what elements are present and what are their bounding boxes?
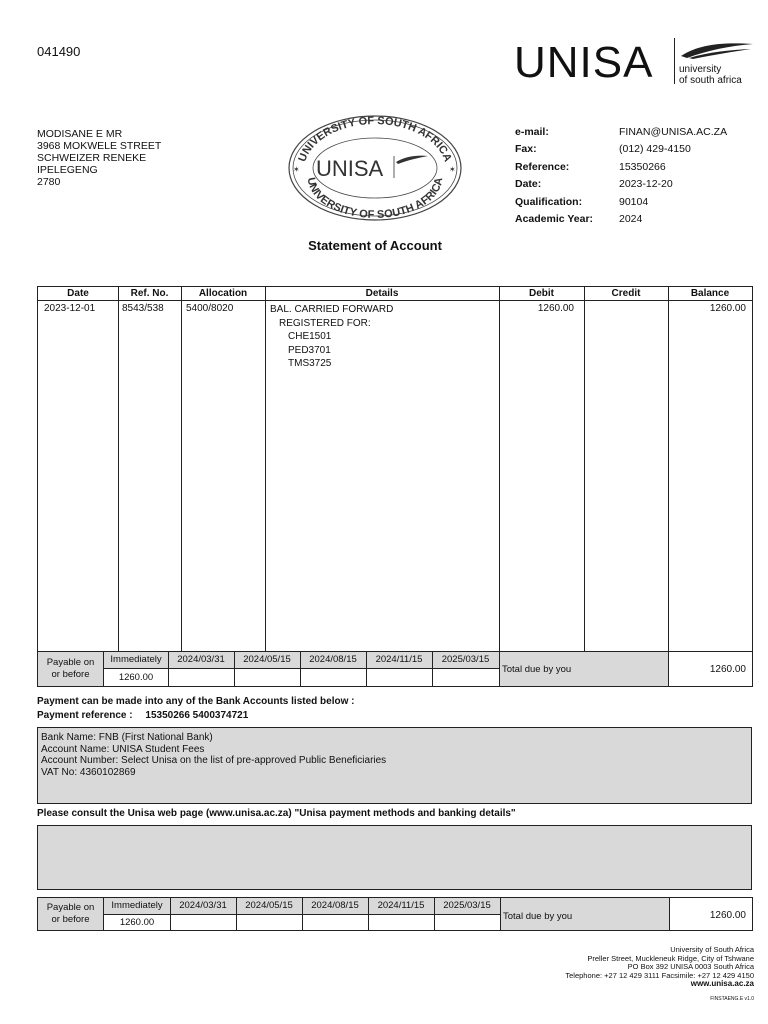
- payable-date: 2024/05/15: [245, 900, 293, 911]
- payable-divider: [366, 652, 367, 686]
- col-divider: [265, 287, 266, 652]
- footer-line: Telephone: +27 12 429 3111 Facsimile: +27 12 429 4150: [565, 970, 754, 980]
- bank-detail-line: VAT No: 4360102869: [41, 766, 136, 778]
- payable-date: Immediately: [110, 654, 162, 665]
- payable-divider: [432, 652, 433, 686]
- footer-address: [565, 946, 754, 989]
- col-header-balance: Balance: [668, 287, 752, 301]
- payable-amount: 1260.00: [119, 917, 155, 928]
- bank-detail-line: Account Number: Select Unisa on the list of pre-approved Public Beneficiaries: [41, 755, 387, 766]
- unisa-seal-stamp: [286, 112, 464, 222]
- row-balance: 1260.00: [709, 303, 746, 314]
- bank-detail-line: Account Name: UNISA Student Fees: [41, 743, 205, 755]
- logo-swoosh-icon: [679, 40, 754, 60]
- payable-label: [38, 652, 104, 686]
- svg-text:✶: ✶: [449, 165, 456, 174]
- total-due-label-cell: [500, 652, 668, 686]
- payable-divider: [434, 898, 435, 930]
- payable-date: 2024/03/31: [179, 900, 227, 911]
- row-details: [270, 303, 393, 371]
- info-value: 2023-12-20: [619, 178, 673, 191]
- payable-divider: [669, 898, 670, 930]
- payable-label-line2: or before: [51, 914, 90, 925]
- row-date: 2023-12-01: [44, 303, 96, 314]
- payable-date: 2024/08/15: [311, 900, 359, 911]
- unisa-logo: [514, 38, 754, 88]
- info-row-academic-year: [515, 213, 727, 230]
- page-title: Statement of Account: [308, 238, 442, 253]
- col-divider: [118, 287, 119, 652]
- info-value: 15350266: [619, 160, 666, 173]
- payable-date: 2024/11/15: [377, 900, 425, 911]
- seal-bottom-text: UNIVERSITY OF SOUTH AFRICA: [304, 176, 446, 222]
- info-value: (012) 429-4150: [619, 143, 691, 156]
- seal-center-text: UNISA: [316, 156, 384, 181]
- payable-label-line2: or before: [51, 669, 90, 680]
- bank-detail-line: Bank Name: FNB (First National Bank): [41, 732, 213, 743]
- payment-reference-value: 15350266 5400374721: [145, 710, 249, 721]
- info-label: Fax:: [515, 143, 537, 156]
- payment-reference: [37, 710, 248, 721]
- bank-details-box: [37, 727, 752, 804]
- total-due-label: Total due by you: [503, 911, 573, 922]
- info-label: Academic Year:: [515, 212, 594, 225]
- payable-date: 2024/08/15: [309, 654, 357, 665]
- statement-table: [37, 286, 753, 687]
- payable-divider: [302, 898, 303, 930]
- payable-amount: 1260.00: [118, 672, 154, 683]
- footer-line: University of South Africa: [670, 945, 754, 954]
- svg-text:UNIVERSITY OF SOUTH AFRICA: [305, 177, 446, 221]
- row-allocation: 5400/8020: [186, 303, 234, 314]
- payable-strip: [38, 651, 752, 686]
- info-row-fax: [515, 143, 727, 160]
- logo-subtitle: [679, 64, 742, 86]
- payable-date: 2025/03/15: [441, 654, 490, 665]
- info-row-qualification: [515, 196, 727, 213]
- info-row-date: [515, 178, 727, 195]
- address-line: IPELEGENG: [37, 164, 98, 176]
- consult-note: Please consult the Unisa web page (www.unisa.ac.za) "Unisa payment methods and banking details": [37, 808, 516, 819]
- logo-line2: of south africa: [679, 75, 742, 86]
- col-header-credit: Credit: [584, 287, 668, 301]
- payable-date: 2025/03/15: [443, 900, 491, 911]
- logo-wordmark: UNISA: [514, 38, 654, 87]
- col-header-debit: Debit: [499, 287, 584, 301]
- total-due-label-cell: [501, 898, 669, 930]
- logo-line1: university: [679, 64, 722, 75]
- detail-line: CHE1501: [288, 331, 332, 342]
- info-value: FINAN@UNISA.AC.ZA: [619, 126, 728, 138]
- payment-reference-label: Payment reference :: [37, 710, 133, 721]
- info-label: Date:: [515, 178, 542, 191]
- address-line: 2780: [37, 176, 61, 188]
- payable-date: 2024/03/31: [177, 654, 225, 665]
- payable-label: [38, 898, 104, 930]
- svg-text:✶: ✶: [293, 165, 300, 174]
- statement-info: [515, 126, 727, 230]
- col-header-date: Date: [38, 287, 118, 301]
- footer-website: www.unisa.ac.za: [690, 979, 754, 989]
- col-divider: [668, 287, 669, 686]
- payment-note: Payment can be made into any of the Bank Accounts listed below :: [37, 696, 355, 707]
- footer-line: Preller Street, Muckleneuk Ridge, City of Tshwane: [587, 953, 754, 963]
- address-line: 3968 MOKWELE STREET: [37, 140, 162, 152]
- payable-date: Immediately: [111, 900, 163, 911]
- payable-strip-bottom: [37, 897, 753, 931]
- document-number: 041490: [37, 44, 81, 59]
- blank-info-box: [37, 825, 752, 890]
- total-due-value: 1260.00: [709, 910, 746, 921]
- info-label: Reference:: [515, 160, 570, 173]
- detail-line: BAL. CARRIED FORWARD: [270, 304, 394, 315]
- seal-top-text: UNIVERSITY OF SOUTH AFRICA: [296, 114, 454, 164]
- payable-label-line1: Payable on: [46, 657, 95, 668]
- total-due-label: Total due by you: [502, 664, 572, 675]
- payable-divider: [300, 652, 301, 686]
- col-header-ref: Ref. No.: [118, 287, 181, 301]
- payable-divider: [236, 898, 237, 930]
- row-ref: 8543/538: [122, 303, 164, 314]
- info-label: Qualification:: [515, 195, 583, 208]
- payable-date: 2024/11/15: [375, 654, 423, 665]
- col-divider: [584, 287, 585, 652]
- col-divider: [499, 287, 500, 686]
- info-value: 2024: [619, 212, 643, 225]
- logo-divider: [674, 38, 675, 84]
- payable-divider: [234, 652, 235, 686]
- footer-line: PO Box 392 UNISA 0003 South Africa: [627, 962, 754, 972]
- payable-divider: [168, 652, 169, 686]
- payable-date: 2024/05/15: [243, 654, 291, 665]
- payable-divider: [368, 898, 369, 930]
- col-header-allocation: Allocation: [181, 287, 265, 301]
- col-header-details: Details: [265, 287, 499, 301]
- detail-line: REGISTERED FOR:: [279, 317, 371, 329]
- address-line: MODISANE E MR: [37, 128, 123, 140]
- detail-line: TMS3725: [288, 358, 332, 369]
- info-row-email: [515, 126, 727, 143]
- detail-line: PED3701: [288, 344, 331, 356]
- form-code: FINSTAENG.E v1.0: [710, 996, 754, 1002]
- total-due-value: 1260.00: [709, 664, 746, 675]
- recipient-address: [37, 128, 161, 188]
- payable-divider: [170, 898, 171, 930]
- address-line: SCHWEIZER RENEKE: [37, 152, 147, 164]
- info-row-reference: [515, 161, 727, 178]
- col-divider: [181, 287, 182, 652]
- payable-label-line1: Payable on: [46, 902, 95, 913]
- info-label: e-mail:: [515, 126, 549, 138]
- info-value: 90104: [619, 195, 649, 208]
- row-debit: 1260.00: [537, 303, 574, 314]
